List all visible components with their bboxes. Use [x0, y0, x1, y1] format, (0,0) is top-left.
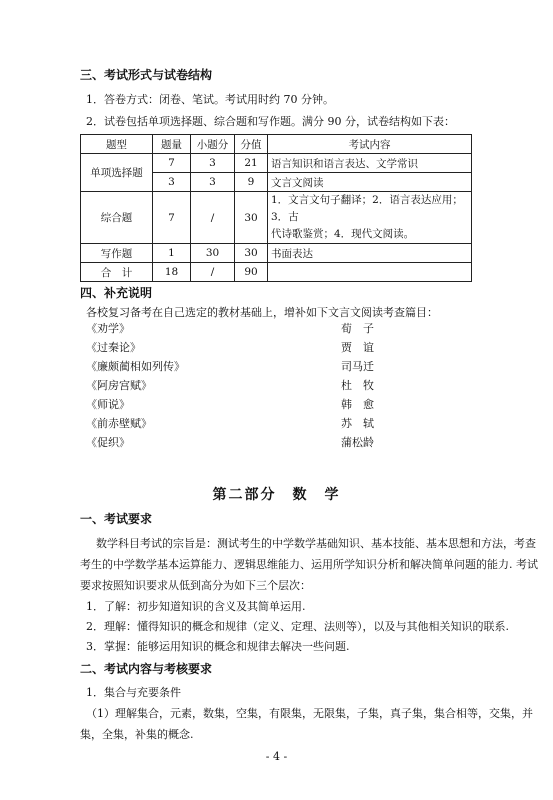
score-cell: 21	[235, 154, 268, 173]
list-item	[86, 377, 386, 395]
book-title: 《阿房宫赋》	[86, 379, 152, 392]
count-cell: 1	[153, 244, 191, 263]
score-cell: 30	[235, 244, 268, 263]
list-item	[86, 415, 386, 433]
exam-structure-line: 2．试卷包括单项选择题、综合题和写作题。满分 90 分，试卷结构如下表：	[86, 115, 455, 128]
level-item: 3．掌握：能够运用知识的概念和规律去解决一些问题.	[86, 640, 350, 653]
book-author: 司马迁	[341, 360, 374, 373]
content-cell: 书面表达	[268, 244, 472, 263]
content-cell: 文言文阅读	[268, 173, 472, 192]
book-title: 《过秦论》	[86, 341, 141, 354]
paragraph-line: 集，全集，补集的概念.	[80, 728, 194, 741]
table-total-row	[81, 263, 472, 282]
book-author: 蒲松龄	[341, 436, 374, 449]
score-cell: 90	[235, 263, 268, 282]
section3-heading: 三、考试形式与试卷结构	[80, 68, 213, 82]
book-author: 杜 牧	[341, 379, 374, 392]
paragraph-line: 要求按照知识要求从低到高分为如下三个层次：	[80, 579, 311, 592]
book-author: 韩 愈	[341, 398, 374, 411]
content-cell: 语言知识和语言表达、文学常识	[268, 154, 472, 173]
score-cell: 9	[235, 173, 268, 192]
sub-score-cell: /	[191, 263, 235, 282]
header-cell: 题型	[81, 135, 153, 154]
level-item: 2．理解：懂得知识的概念和规律（定义、定理、法则等），以及与其他相关知识的联系.	[86, 620, 509, 633]
list-item	[86, 434, 386, 452]
count-cell: 7	[153, 154, 191, 173]
section4-heading: 四、补充说明	[80, 286, 153, 300]
header-cell: 小题分	[191, 135, 235, 154]
table-header-row	[81, 135, 472, 154]
paragraph-line: 考生的中学数学基本运算能力、逻辑思维能力、运用所学知识分析和解决简单问题的能力. 考试	[80, 558, 538, 571]
book-title: 《师说》	[86, 398, 130, 411]
exam-structure-table	[80, 134, 472, 282]
type-cell: 综合题	[81, 192, 153, 244]
supplement-intro: 各校复习备考在自己选定的教材基础上，增补如下文言文阅读考查篇目：	[86, 306, 438, 319]
exam-format-line: 1．答卷方式：闭卷、笔试。考试用时约 70 分钟。	[86, 93, 334, 106]
list-item	[86, 339, 386, 357]
header-cell: 题量	[153, 135, 191, 154]
content-line: 代诗歌鉴赏；4．现代文阅读。	[271, 228, 415, 240]
level-item: 1．了解：初步知道知识的含义及其简单运用.	[86, 600, 306, 613]
book-author: 荀 子	[341, 322, 374, 335]
book-title: 《廉颇蔺相如列传》	[86, 360, 185, 373]
part-title: 第二部分 数 学	[212, 487, 341, 503]
count-cell: 7	[153, 192, 191, 244]
list-item	[86, 358, 386, 376]
score-cell: 30	[235, 192, 268, 244]
paragraph-line: 数学科目考试的宗旨是：测试考生的中学数学基础知识、基本技能、基本思想和方法，考查	[96, 537, 536, 550]
table-row	[81, 244, 472, 263]
type-cell: 写作题	[81, 244, 153, 263]
requirements-heading: 一、考试要求	[80, 512, 153, 526]
header-cell: 考试内容	[268, 135, 472, 154]
table-row	[81, 192, 472, 244]
book-title: 《前赤壁赋》	[86, 417, 152, 430]
content-cell	[268, 192, 472, 244]
subsection-title: 1．集合与充要条件	[86, 686, 181, 699]
sub-score-cell: 3	[191, 173, 235, 192]
type-cell: 单项选择题	[81, 154, 153, 192]
list-item	[86, 396, 386, 414]
count-cell: 18	[153, 263, 191, 282]
count-cell: 3	[153, 173, 191, 192]
book-title: 《促织》	[86, 436, 130, 449]
content-heading: 二、考试内容与考核要求	[80, 662, 213, 676]
sub-score-cell: 3	[191, 154, 235, 173]
content-line: 1．文言文句子翻译；2．语言表达应用；3．古	[271, 194, 463, 223]
book-author: 苏 轼	[341, 417, 374, 430]
table-row	[81, 154, 472, 173]
sub-score-cell: 30	[191, 244, 235, 263]
total-label-cell: 合 计	[81, 263, 153, 282]
book-author: 贾 谊	[341, 341, 374, 354]
book-title: 《劝学》	[86, 322, 130, 335]
header-cell: 分值	[235, 135, 268, 154]
list-item	[86, 320, 386, 338]
content-cell	[268, 263, 472, 282]
page-number: - 4 -	[265, 750, 288, 763]
sub-score-cell: /	[191, 192, 235, 244]
paragraph-line: （1）理解集合，元素，数集，空集，有限集，无限集，子集，真子集，集合相等，交集，并	[86, 707, 533, 720]
